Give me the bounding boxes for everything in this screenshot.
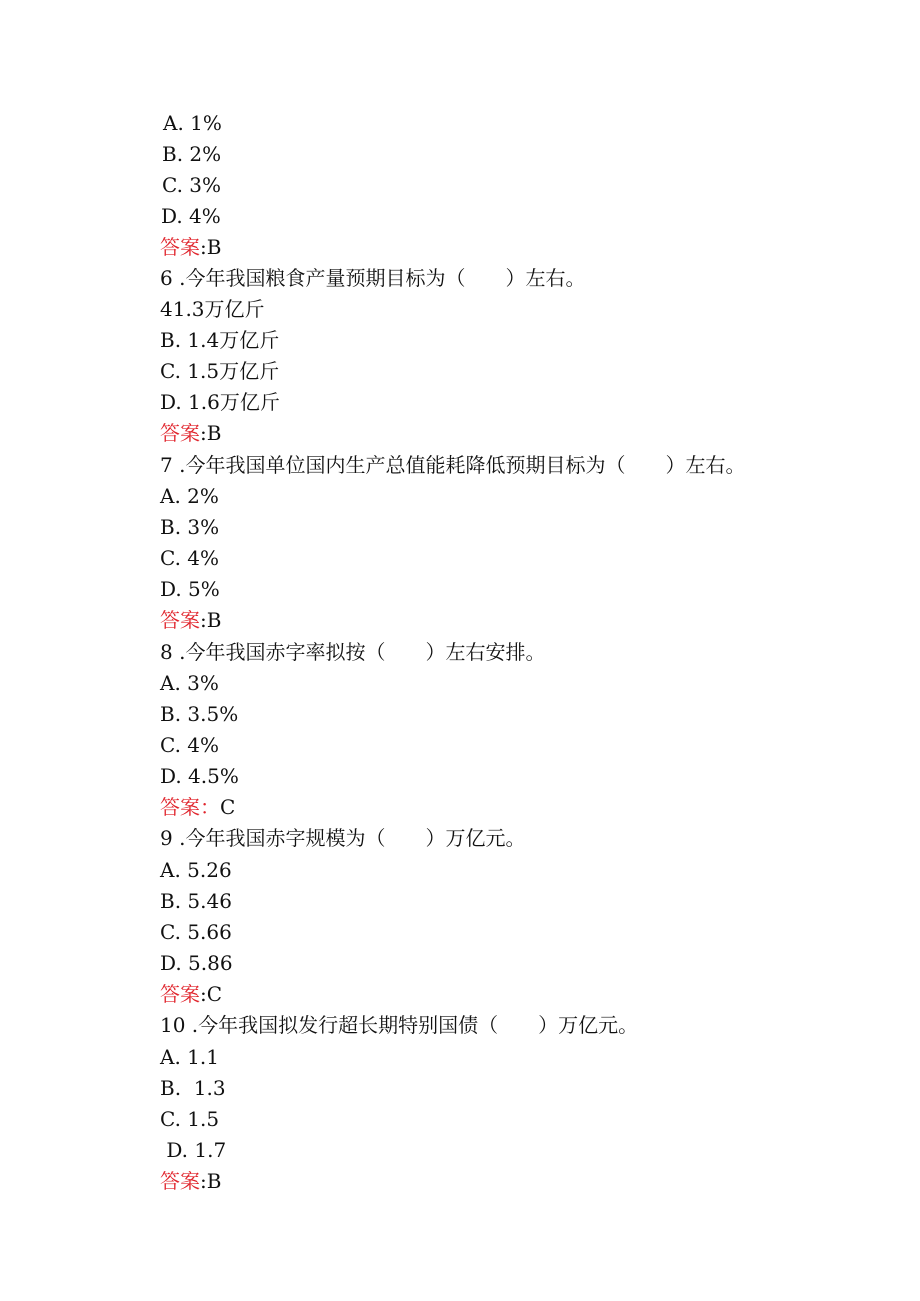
answer-value: :B xyxy=(200,1169,222,1193)
q8-option-d: D. 4.5% xyxy=(160,764,239,788)
q9-option-d: D. 5.86 xyxy=(160,951,233,975)
q6-option-d: D. 1.6万亿斤 xyxy=(160,390,280,414)
q8-option-c: C. 4% xyxy=(160,733,220,757)
q9-option-b: B. 5.46 xyxy=(160,889,232,913)
answer-value: :C xyxy=(200,982,223,1006)
q5-option-a: A. 1% xyxy=(163,111,222,135)
q7-option-c: C. 4% xyxy=(160,546,220,570)
answer-label: 答案 xyxy=(160,608,200,632)
q10-option-c: C. 1.5 xyxy=(160,1107,220,1131)
q6-stem: 6 .今年我国粮食产量预期目标为（ ）左右。 xyxy=(160,266,586,290)
q6-option-a: 41.3万亿斤 xyxy=(160,297,265,321)
q8-option-b: B. 3.5% xyxy=(160,702,239,726)
answer-label: 答案 xyxy=(160,235,200,259)
q5-option-b: B. 2% xyxy=(162,142,222,166)
q5-option-c: C. 3% xyxy=(162,173,222,197)
q6-answer xyxy=(160,418,221,449)
q5-answer xyxy=(160,232,221,263)
answer-value: :B xyxy=(200,235,222,259)
q8-stem: 8 .今年我国赤字率拟按（ ）左右安排。 xyxy=(160,640,546,664)
q6-option-b: B. 1.4万亿斤 xyxy=(160,328,280,352)
q7-answer xyxy=(160,605,221,636)
q10-option-d: D. 1.7 xyxy=(160,1138,227,1162)
answer-label: 答案： xyxy=(160,795,220,819)
q7-option-b: B. 3% xyxy=(160,515,220,539)
q7-option-a: A. 2% xyxy=(160,484,219,508)
q7-stem: 7 .今年我国单位国内生产总值能耗降低预期目标为（ ）左右。 xyxy=(160,453,746,477)
answer-label: 答案 xyxy=(160,982,200,1006)
q8-option-a: A. 3% xyxy=(160,671,219,695)
q7-option-d: D. 5% xyxy=(160,577,220,601)
answer-label: 答案 xyxy=(160,421,200,445)
q10-option-b: B. 1.3 xyxy=(160,1076,226,1100)
answer-value: :B xyxy=(200,421,222,445)
q9-answer xyxy=(160,979,222,1010)
q10-answer xyxy=(160,1166,221,1197)
q8-answer xyxy=(160,792,235,823)
answer-value: C xyxy=(220,795,236,819)
answer-value: :B xyxy=(200,608,222,632)
q9-stem: 9 .今年我国赤字规模为（ ）万亿元。 xyxy=(160,826,526,850)
q9-option-c: C. 5.66 xyxy=(160,920,232,944)
q5-option-d: D. 4% xyxy=(161,204,221,228)
q10-stem: 10 .今年我国拟发行超长期特别国债（ ）万亿元。 xyxy=(160,1013,639,1037)
q6-option-c: C. 1.5万亿斤 xyxy=(160,359,280,383)
q9-option-a: A. 5.26 xyxy=(160,858,232,882)
answer-label: 答案 xyxy=(160,1169,200,1193)
q10-option-a: A. 1.1 xyxy=(160,1045,219,1069)
